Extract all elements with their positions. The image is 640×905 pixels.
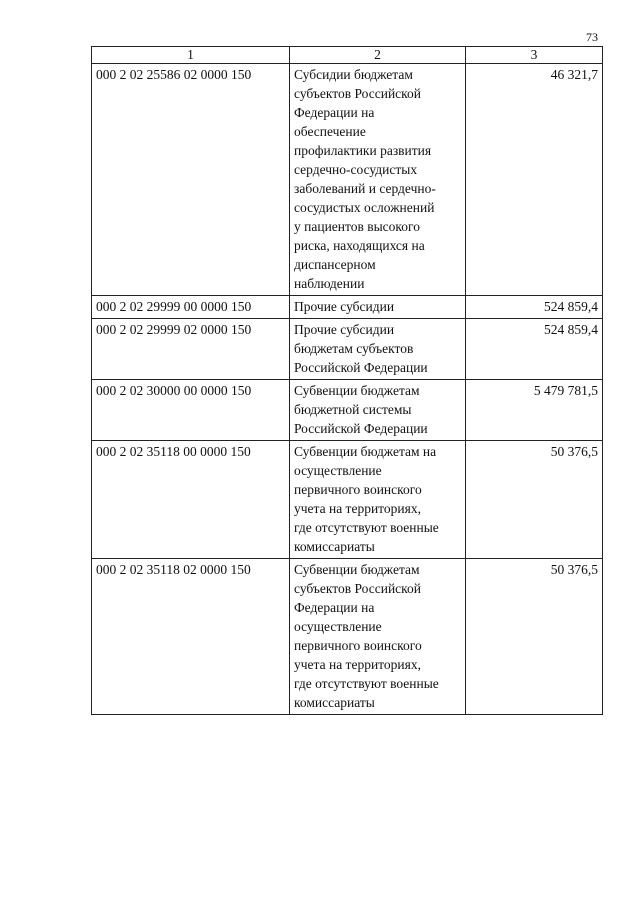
column-header-1: 1	[92, 47, 290, 64]
table-row	[92, 380, 603, 441]
income-name-line: где отсутствуют военные	[294, 520, 439, 535]
table-row	[92, 319, 603, 380]
income-name-line: бюджетной системы	[294, 402, 412, 417]
budget-code-cell: 000 2 02 29999 02 0000 150	[92, 319, 290, 380]
table-header-row	[92, 47, 603, 64]
page-number: 73	[586, 30, 598, 44]
column-header-2: 2	[290, 47, 466, 64]
budget-code-cell: 000 2 02 29999 00 0000 150	[92, 296, 290, 319]
table-body	[92, 64, 603, 715]
income-name-line: осуществление	[294, 463, 382, 478]
amount-cell: 46 321,7	[466, 64, 603, 296]
income-name-line: субъектов Российской	[294, 86, 422, 101]
income-name-cell	[290, 296, 466, 319]
income-name-line: заболеваний и сердечно-	[294, 181, 436, 196]
budget-code-cell: 000 2 02 35118 02 0000 150	[92, 559, 290, 715]
table-row	[92, 559, 603, 715]
income-name-line: субъектов Российской	[294, 581, 422, 596]
income-name-cell	[290, 319, 466, 380]
amount-cell: 524 859,4	[466, 319, 603, 380]
income-name-line: диспансерном	[294, 257, 376, 272]
income-name-line: обеспечение	[294, 124, 366, 139]
income-name-line: Прочие субсидии	[294, 322, 395, 337]
income-name-line: осуществление	[294, 619, 382, 634]
income-name-line: сердечно-сосудистых	[294, 162, 418, 177]
table-row	[92, 296, 603, 319]
income-name-line: Федерации на	[294, 600, 375, 615]
income-name-line: Федерации на	[294, 105, 375, 120]
income-name-cell	[290, 380, 466, 441]
income-name-line: первичного воинского	[294, 482, 422, 497]
income-name-cell	[290, 559, 466, 715]
income-name-line: Российской Федерации	[294, 360, 428, 375]
income-name-line: Субвенции бюджетам на	[294, 444, 437, 459]
amount-cell: 5 479 781,5	[466, 380, 603, 441]
income-name-line: Субсидии бюджетам	[294, 67, 413, 82]
income-name-line: бюджетам субъектов	[294, 341, 414, 356]
income-name-cell	[290, 64, 466, 296]
amount-cell: 524 859,4	[466, 296, 603, 319]
income-name-line: профилактики развития	[294, 143, 432, 158]
income-name-line: сосудистых осложнений	[294, 200, 435, 215]
table-row	[92, 64, 603, 296]
income-name-line: комиссариаты	[294, 539, 375, 554]
budget-code-cell: 000 2 02 30000 00 0000 150	[92, 380, 290, 441]
income-name-line: Субвенции бюджетам	[294, 383, 420, 398]
income-name-line: где отсутствуют военные	[294, 676, 439, 691]
income-name-line: учета на территориях,	[294, 501, 421, 516]
budget-table	[91, 46, 603, 715]
amount-cell: 50 376,5	[466, 559, 603, 715]
column-header-3: 3	[466, 47, 603, 64]
income-name-line: у пациентов высокого	[294, 219, 420, 234]
income-name-line: Прочие субсидии	[294, 299, 395, 314]
amount-cell: 50 376,5	[466, 441, 603, 559]
budget-code-cell: 000 2 02 35118 00 0000 150	[92, 441, 290, 559]
income-name-line: учета на территориях,	[294, 657, 421, 672]
income-name-line: Субвенции бюджетам	[294, 562, 420, 577]
income-name-line: Российской Федерации	[294, 421, 428, 436]
income-name-line: риска, находящихся на	[294, 238, 425, 253]
income-name-cell	[290, 441, 466, 559]
budget-code-cell: 000 2 02 25586 02 0000 150	[92, 64, 290, 296]
income-name-line: комиссариаты	[294, 695, 375, 710]
income-name-line: первичного воинского	[294, 638, 422, 653]
income-name-line: наблюдении	[294, 276, 365, 291]
table-row	[92, 441, 603, 559]
